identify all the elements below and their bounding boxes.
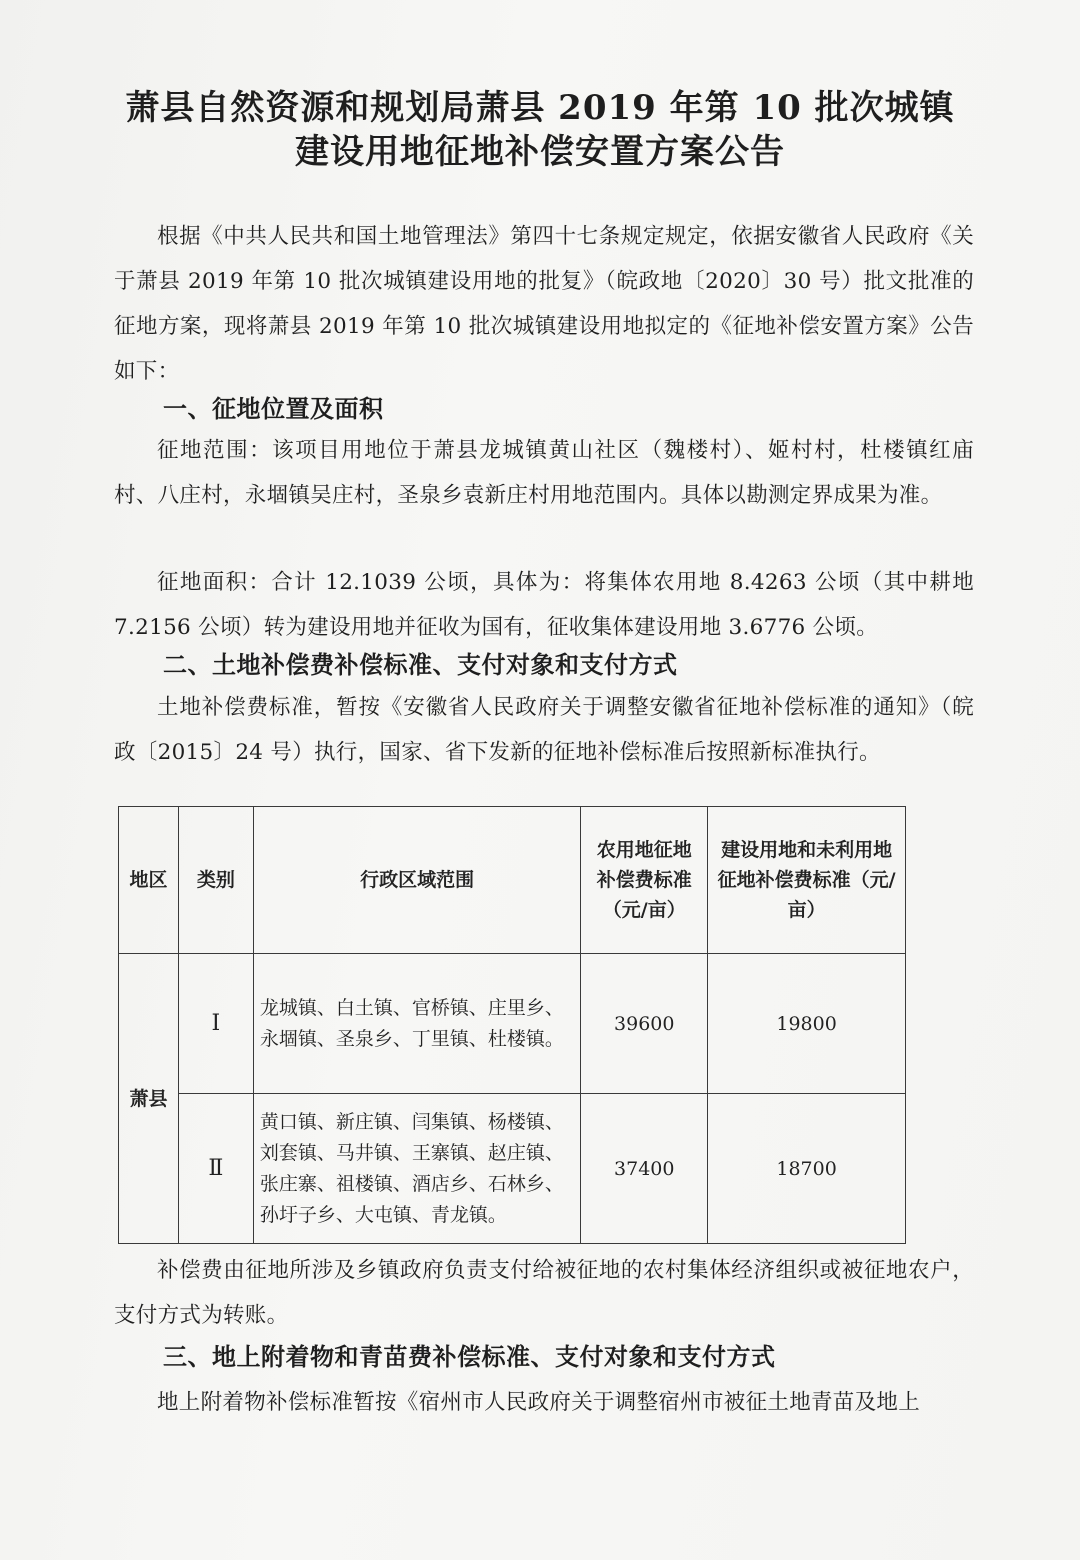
scope-cell: 黄口镇、新庄镇、闫集镇、杨楼镇、刘套镇、马井镇、王寨镇、赵庄镇、张庄寨、祖楼镇、酒店乡、石林乡、孙圩子乡、大屯镇、青龙镇。: [253, 1094, 580, 1244]
section1-heading: 一、征地位置及面积: [163, 395, 384, 423]
header-category: 类别: [178, 807, 253, 954]
section2-heading: 二、土地补偿费补偿标准、支付对象和支付方式: [163, 651, 678, 679]
section3-heading: 三、地上附着物和青苗费补偿标准、支付对象和支付方式: [163, 1343, 776, 1371]
document-title-line2: 建设用地征地补偿安置方案公告: [295, 132, 785, 172]
section2-standard-paragraph: 土地补偿费标准，暂按《安徽省人民政府关于调整安徽省征地补偿标准的通知》（皖政〔2015〕24 号）执行，国家、省下发新的征地补偿标准后按照新标准执行。: [114, 695, 974, 765]
construction-standard-cell: 19800: [708, 954, 906, 1094]
category-cell: Ⅱ: [178, 1094, 253, 1244]
agri-standard-cell: 39600: [581, 954, 708, 1094]
section1-scope-paragraph: 征地范围：该项目用地位于萧县龙城镇黄山社区（魏楼村）、姬村村，杜楼镇红庙村、八庄村，永堌镇吴庄村，圣泉乡袁新庄村用地范围内。具体以勘测定界成果为准。: [114, 438, 974, 508]
section3-paragraph: 地上附着物补偿标准暂按《宿州市人民政府关于调整宿州市被征土地青苗及地上: [157, 1390, 921, 1415]
header-construction-standard: 建设用地和未利用地征地补偿费标准（元/亩）: [708, 807, 906, 954]
header-agri-standard: 农用地征地补偿费标准（元/亩）: [581, 807, 708, 954]
section1-area-paragraph: 征地面积：合计 12.1039 公顷，具体为：将集体农用地 8.4263 公顷（其中耕地 7.2156 公顷）转为建设用地并征收为国有，征收集体建设用地 3.6776 公顷。: [114, 570, 974, 640]
document-title-line1: 萧县自然资源和规划局萧县 2019 年第 10 批次城镇: [125, 88, 955, 128]
table-row: [119, 1094, 906, 1244]
header-scope: 行政区域范围: [253, 807, 580, 954]
category-cell: Ⅰ: [178, 954, 253, 1094]
construction-standard-cell: 18700: [708, 1094, 906, 1244]
scope-cell: 龙城镇、白土镇、官桥镇、庄里乡、永堌镇、圣泉乡、丁里镇、杜楼镇。: [253, 954, 580, 1094]
intro-paragraph: 根据《中共人民共和国土地管理法》第四十七条规定规定，依据安徽省人民政府《关于萧县 2019 年第 10 批次城镇建设用地的批复》（皖政地〔2020〕30 号）批文批准的征地方案，现将萧县 2019 年第 10 批次城镇建设用地拟定的《征地补偿安置方案》公告如下：: [114, 224, 974, 384]
section2-payment-paragraph: 补偿费由征地所涉及乡镇政府负责支付给被征地的农村集体经济组织或被征地农户，支付方式为转账。: [114, 1258, 974, 1328]
header-region: 地区: [119, 807, 179, 954]
compensation-table: [118, 806, 906, 1244]
table-header-row: [119, 807, 906, 954]
agri-standard-cell: 37400: [581, 1094, 708, 1244]
region-cell: 萧县: [119, 954, 179, 1244]
table-row: [119, 954, 906, 1094]
